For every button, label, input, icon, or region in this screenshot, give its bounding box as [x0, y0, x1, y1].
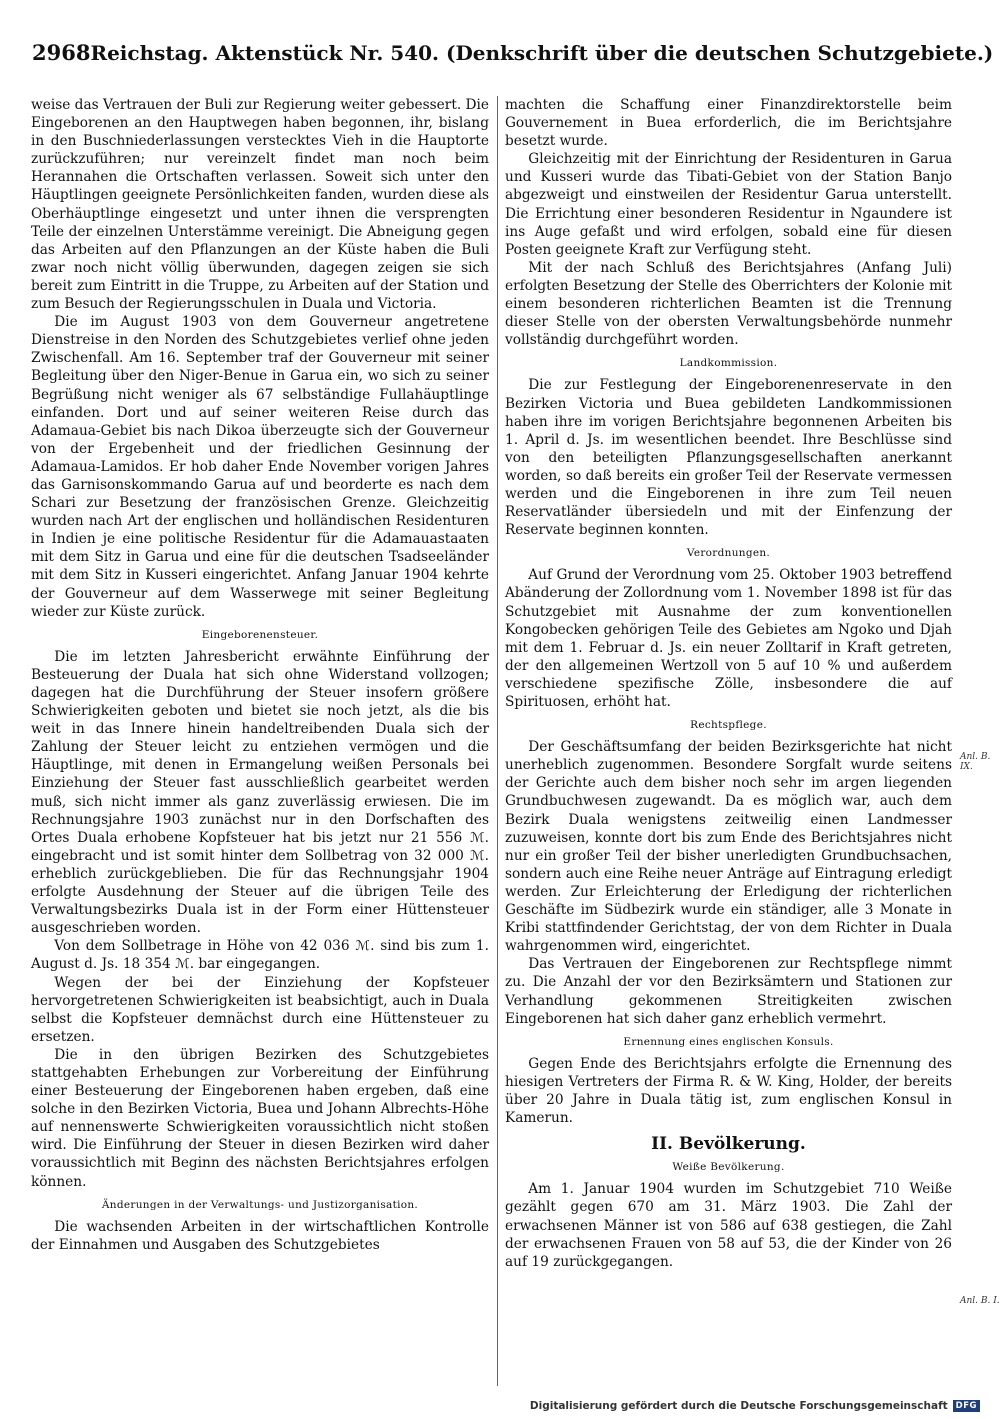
paragraph: Mit der nach Schluß des Berichtsjahres (Anfang Juli) erfolgten Besetzung der Stelle des Oberrichters der Kolonie mit einem besonderen richterlichen Beamten ist die Trennung dieser Stelle von der obersten Verwaltungsbehörde nunmehr vollständig durchgeführt worden. [505, 259, 952, 349]
paragraph: Die im August 1903 von dem Gouverneur angetretene Dienstreise in den Norden des Schutzgebietes verlief ohne jeden Zwischenfall. Am 16. September traf der Gouverneur mit seiner Begleitung über den Niger-Benue in Garua ein, wo sich zu seiner Begrüßung nicht weniger als 67 selbständige Fullahäuptlinge einfanden. Dort und auf seiner weiteren Reise durch das Adamaua-Gebiet bis nach Dikoa überzeugte sich der Gouverneur von der Ergebenheit und der friedlichen Gesinnung der Adamaua-Lamidos. Er hob daher Ende November vorigen Jahres das Garnisonskommando Garua auf und beorderte es nach dem Schari zur Besetzung der französischen Grenze. Gleichzeitig wurden nach Art der englischen und holländischen Residenturen in Indien je eine politische Residentur für die Adamauastaaten mit dem Sitz in Garua und eine für die deutschen Tsadseeländer mit dem Sitz in Kusseri eingerichtet. Anfang Januar 1904 kehrte der Gouverneur auf dem Wasserwege mit seiner Begleitung wieder zur Küste zurück. [31, 314, 489, 620]
left-column [31, 96, 489, 1254]
paragraph: Die zur Festlegung der Eingeborenenreservate in den Bezirken Victoria und Buea gebildeten Landkommissionen haben ihre im vorigen Berichtsjahre begonnenen Arbeiten bis 1. April d. Js. im wesentlichen beendet. Ihre Beschlüsse sind von den beteiligten Pflanzungsgesellschaften anerkannt worden, so daß bereits ein großer Teil der Reservate vermessen werden und die Eingeborenen in ihre zum Teil neuen Reservatländer übersiedeln und mit der Einfenzung der Reservate beginnen konnten. [505, 377, 952, 539]
paragraph: Die in den übrigen Bezirken des Schutzgebietes stattgehabten Erhebungen zur Vorbereitung der Einführung einer Besteuerung der Eingeborenen haben ergeben, daß eine solche in den Bezirken Victoria, Buea und Johann Albrechts-Höhe auf nennenswerte Schwierigkeiten voraussichtlich nicht stoßen wird. Die Einführung der Steuer in diesen Bezirken wird daher voraussichtlich mit Beginn des nächsten Berichtsjahres erfolgen können. [31, 1046, 489, 1190]
section-heading: Weiße Bevölkerung. [672, 1161, 785, 1174]
paragraph: Am 1. Januar 1904 wurden im Schutzgebiet 710 Weiße gezählt gegen 670 am 31. März 1903. Die Zahl der erwachsenen Männer ist von 586 auf 638 gestiegen, die Zahl der erwachsenen Frauen von 58 auf 53, die der Kinder von 26 auf 19 zurückgegangen. [505, 1181, 952, 1270]
dfg-logo: DFG [953, 1400, 980, 1412]
section-heading: Ernennung eines englischen Konsuls. [623, 1035, 834, 1048]
column-divider [497, 96, 498, 1386]
section-heading: Verordnungen. [686, 547, 771, 560]
paragraph: Von dem Sollbetrage in Höhe von 42 036 ℳ. sind bis zum 1. August d. Js. 18 354 ℳ. bar eingegangen. [31, 938, 489, 973]
paragraph: machten die Schaffung einer Finanzdirektorstelle beim Gouvernement in Buea erforderlich, die im Berichtsjahre besetzt wurde. [505, 97, 952, 150]
right-column [505, 96, 952, 1271]
paragraph: Die im letzten Jahresbericht erwähnte Einführung der Besteuerung der Duala hat sich ohne Widerstand vollzogen; dagegen hat die Durchführung der Steuer insofern größere Schwierigkeiten geboten und bietet sie noch jetzt, als die bis weit in das Innere hinein handeltreibenden Duala sich der Zahlung der Steuer leicht zu entziehen vermögen und die Häuptlinge, mit denen in Ermangelung weißen Personals bei Einziehung der Steuer fast ausschließlich gearbeitet werden muß, sich nicht immer als ganz zuverlässig erwiesen. Die im Rechnungsjahre 1903 zunächst nur in den Dorfschaften des Ortes Duala erhobene Kopfsteuer hat bis jetzt nur 21 556 ℳ. eingebracht und ist somit hinter dem Sollbetrag von 32 000 ℳ. erheblich zurückgeblieben. Die für das Rechnungsjahr 1904 erfolgte Ausdehnung der Steuer auf die übrigen Teile des Verwaltungsbezirks Duala ist in der Form einer Hüttensteuer ausgeschrieben worden. [31, 648, 489, 937]
paragraph: Das Vertrauen der Eingeborenen zur Rechtspflege nimmt zu. Die Anzahl der vor den Bezirksämtern und Stationen zur Verhandlung gekommenen Streitigkeiten zwischen Eingeborenen hat sich daher ganz erheblich vermehrt. [505, 956, 952, 1027]
footer-credit: Digitalisierung gefördert durch die Deutsche Forschungsgemeinschaft [529, 1400, 948, 1412]
page-header [32, 40, 994, 74]
paragraph: Auf Grund der Verordnung vom 25. Oktober 1903 betreffend Abänderung der Zollordnung vom 1. November 1898 ist für das Schutzgebiet mit Ausnahme der zum konventionellen Kongobecken gehörigen Teile des Gebietes am Ngoko und Djah mit dem 1. Februar d. Js. ein neuer Zolltarif in Kraft getreten, der den allgemeinen Wertzoll von 5 auf 10 % und außerdem verschiedene spezifische Zölle, insbesondere die auf Spirituosen, erhöht hat. [505, 567, 952, 710]
section-heading: Eingeborenensteuer. [201, 628, 319, 641]
running-title: Reichstag. Aktenstück Nr. 540. (Denkschrift über die deutschen Schutzgebiete.) [90, 41, 994, 65]
section-heading: Änderungen in der Verwaltungs- und Justizorganisation. [101, 1198, 419, 1211]
margin-note: Anl. B. I. [960, 1296, 1000, 1306]
footer [530, 1398, 980, 1414]
margin-note: Anl. B. IX. [960, 752, 991, 772]
section-heading: Rechtspflege. [690, 719, 767, 732]
paragraph: Der Geschäftsumfang der beiden Bezirksgerichte hat nicht unerheblich zugenommen. Besondere Sorgfalt wurde seitens der Gerichte auch dem bisher noch sehr im argen liegenden Grundbuchwesen zugewandt. Da es möglich war, auch dem Bezirk Duala wenigstens zeitweilig einen Landmesser zuzuweisen, konnte dort bis zum Ende des Berichtsjahres nicht nur ein großer Teil der bisher unerledigten Grundbuchsachen, sondern auch eine Reihe neuer Anträge auf Eintragung erledigt werden. Zur Erleichterung der Erledigung der richterlichen Geschäfte im Südbezirk wurde ein ständiger, alle 3 Monate in Kribi stattfindender Gerichtstag, der von dem Richter in Duala wahrgenommen wird, eingerichtet. [505, 739, 952, 955]
paragraph: Gleichzeitig mit der Einrichtung der Residenturen in Garua und Kusseri wurde das Tibati-Gebiet von der Station Banjo abgezweigt und einstweilen der Residentur Garua unterstellt. Die Errichtung einer besonderen Residentur in Ngaundere ist ins Auge gefaßt und wird erfolgen, sobald eine für diesen Posten geeignete Kraft zur Verfügung steht. [505, 151, 952, 258]
page-number: 2968 [32, 40, 91, 65]
paragraph: Wegen der bei der Einziehung der Kopfsteuer hervorgetretenen Schwierigkeiten ist beabsichtigt, auch in Duala selbst die Kopfsteuer demnächst durch eine Hüttensteuer zu ersetzen. [31, 974, 489, 1045]
paragraph: Gegen Ende des Berichtsjahrs erfolgte die Ernennung des hiesigen Vertreters der Firma R. & W. King, Holder, der bereits über 20 Jahre in Duala tätig ist, zum englischen Konsul in Kamerun. [505, 1055, 952, 1127]
chapter-heading: II. Bevölkerung. [651, 1134, 806, 1155]
section-heading: Landkommission. [679, 357, 778, 370]
paragraph: Die wachsenden Arbeiten in der wirtschaftlichen Kontrolle der Einnahmen und Ausgaben des Schutzgebietes [31, 1218, 489, 1253]
paragraph: weise das Vertrauen der Buli zur Regierung weiter gebessert. Die Eingeborenen an den Hauptwegen haben begonnen, ihr, bislang in den Buschniederlassungen verstecktes Vieh in die Hauptorte zurückzuführen; nur vereinzelt findet man noch beim Herannahen die Ortschaften verlassen. Soweit sich unter den Häuptlingen geeignete Persönlichkeiten fanden, wurden diese als Oberhäuptlinge eingesetzt und unter ihnen die versprengten Teile der einzelnen Unterstämme vereinigt. Die Abneigung gegen das Arbeiten auf den Pflanzungen an der Küste haben die Buli zwar noch nicht völlig überwunden, dagegen zeigen sie sich bereit zum Eintritt in die Truppe, zu Arbeiten auf der Station und zum Besuch der Regierungsschulen in Duala und Victoria. [31, 97, 489, 313]
